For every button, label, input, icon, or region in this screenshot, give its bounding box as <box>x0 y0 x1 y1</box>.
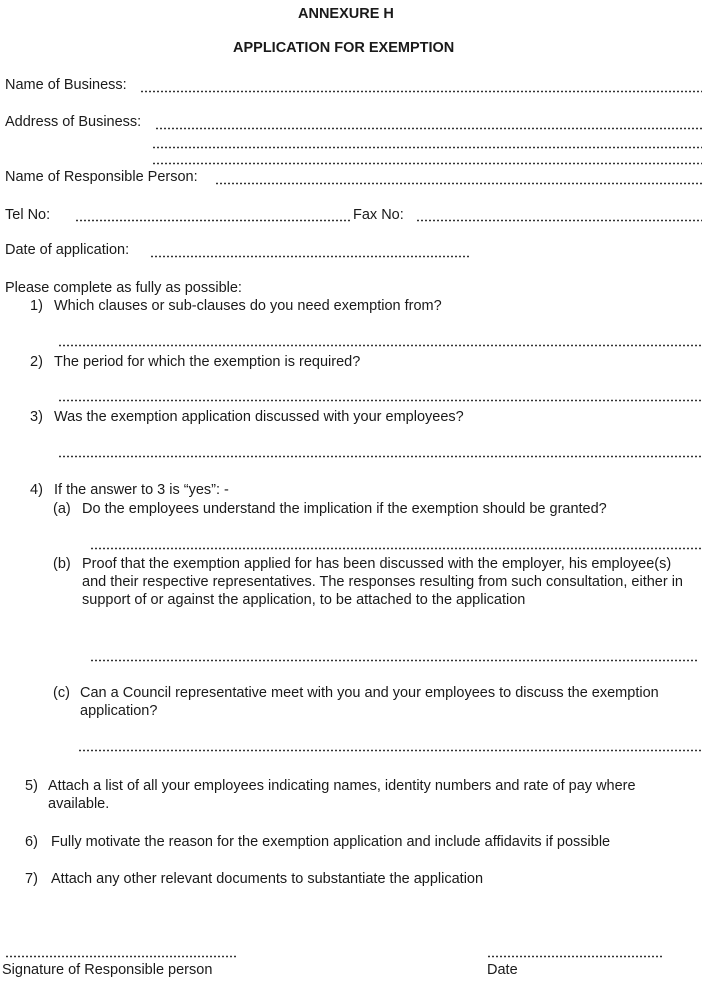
question-7-number: 7) <box>25 871 38 887</box>
business-address-line-1[interactable] <box>155 127 702 130</box>
business-address-label: Address of Business: <box>5 114 142 130</box>
signature-label: Signature of Responsible person <box>2 962 213 978</box>
date-of-application-label: Date of application: <box>5 242 130 258</box>
instructions-text: Please complete as fully as possible: <box>5 280 242 296</box>
responsible-person-label: Name of Responsible Person: <box>5 169 198 185</box>
sub-question-b-number: (b) <box>53 556 71 572</box>
tel-line[interactable] <box>75 219 351 222</box>
fax-line[interactable] <box>416 219 702 222</box>
question-3-text: Was the exemption application discussed with your employees? <box>54 409 464 425</box>
form-title: APPLICATION FOR EXEMPTION <box>233 40 455 56</box>
question-3-answer-line[interactable] <box>58 455 702 458</box>
sub-question-b-text: Proof that the exemption applied for has been discussed with the employer, his employee(s) and their respective representatives. The responses resulting from such consultation, either in support of or against the application, to be attached to the application <box>82 556 683 608</box>
question-1-number: 1) <box>30 298 43 314</box>
question-5-text: Attach a list of all your employees indicating names, identity numbers and rate of pay where available. <box>48 778 636 812</box>
question-1-answer-line[interactable] <box>58 344 702 347</box>
sub-question-a-number: (a) <box>53 501 71 517</box>
question-6-text: Fully motivate the reason for the exemption application and include affidavits if possible <box>51 834 611 850</box>
fax-label: Fax No: <box>353 207 404 223</box>
date-of-application-line[interactable] <box>150 255 470 258</box>
sub-question-c-text: Can a Council representative meet with you and your employees to discuss the exemption application? <box>80 685 659 719</box>
question-2-number: 2) <box>30 354 43 370</box>
sub-question-c-answer-line[interactable] <box>78 749 702 752</box>
question-5-number: 5) <box>25 778 38 794</box>
sub-question-c-number: (c) <box>53 685 70 701</box>
business-name-line[interactable] <box>140 90 702 93</box>
sub-question-b-answer-line[interactable] <box>90 659 698 662</box>
date-label: Date <box>487 962 518 978</box>
question-7-text: Attach any other relevant documents to substantiate the application <box>51 871 484 887</box>
sub-question-a-answer-line[interactable] <box>90 547 702 550</box>
business-address-line-2[interactable] <box>152 146 702 149</box>
date-line[interactable] <box>487 955 662 958</box>
annexure-label: ANNEXURE H <box>298 6 394 22</box>
question-4-text: If the answer to 3 is “yes”: - <box>54 482 229 498</box>
tel-label: Tel No: <box>5 207 51 223</box>
question-1-text: Which clauses or sub-clauses do you need exemption from? <box>54 298 442 314</box>
question-2-text: The period for which the exemption is required? <box>54 354 361 370</box>
question-4-number: 4) <box>30 482 43 498</box>
question-2-answer-line[interactable] <box>58 399 702 402</box>
question-3-number: 3) <box>30 409 43 425</box>
sub-question-a-text: Do the employees understand the implication if the exemption should be granted? <box>82 501 607 517</box>
business-name-label: Name of Business: <box>5 77 127 93</box>
business-address-line-3[interactable] <box>152 162 702 165</box>
signature-line[interactable] <box>5 955 237 958</box>
question-6-number: 6) <box>25 834 38 850</box>
responsible-person-line[interactable] <box>215 182 702 185</box>
